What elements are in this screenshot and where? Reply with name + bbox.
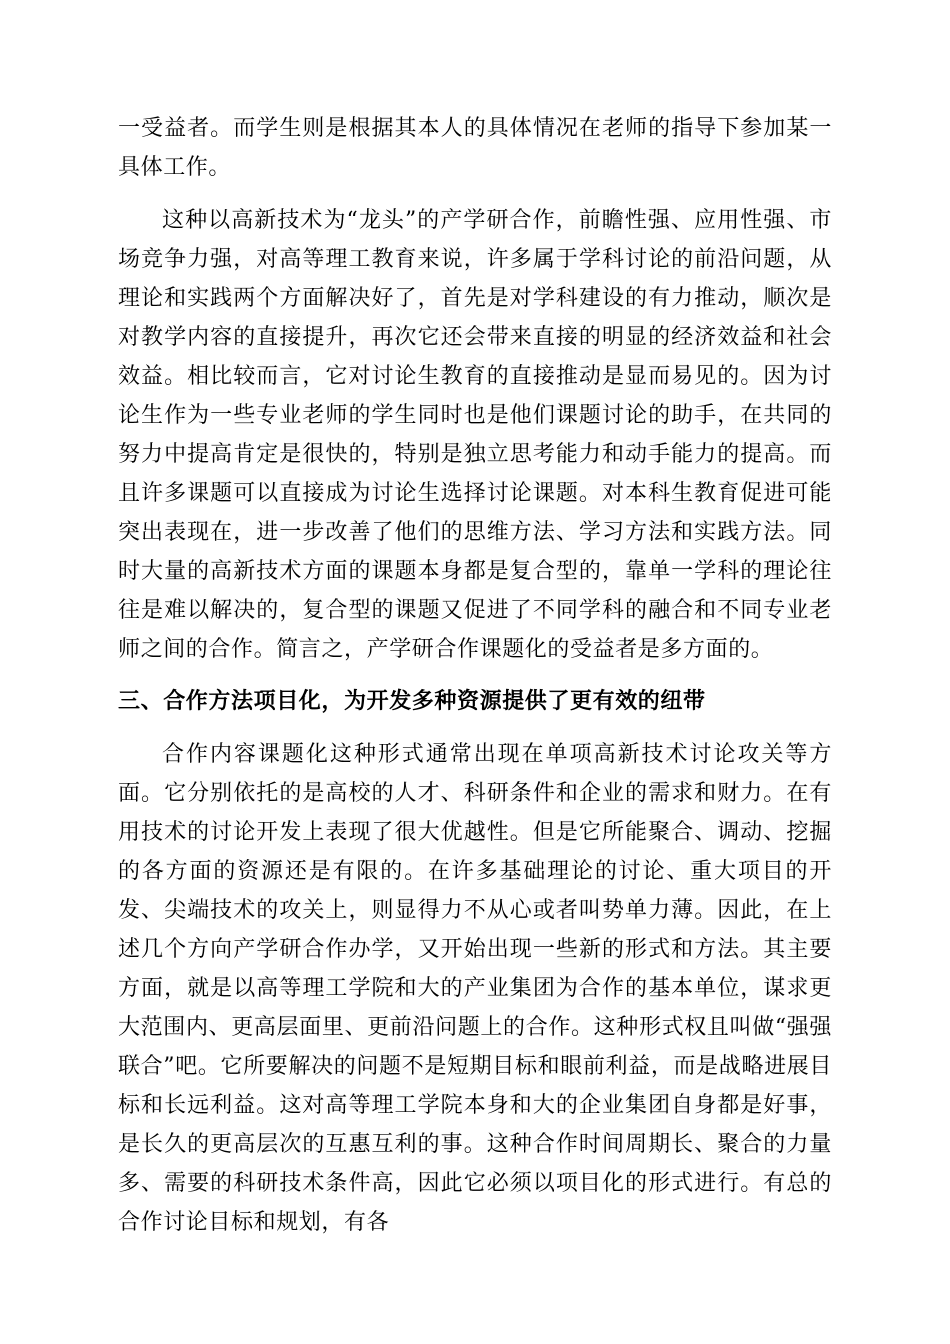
section-heading-three: 三、合作方法项目化，为开发多种资源提供了更有效的纽带: [118, 689, 706, 714]
paragraph-industry-research-cooperation: 这种以高新技术为“龙头”的产学研合作，前瞻性强、应用性强、市场竞争力强，对高等理工教育来说，许多属于学科讨论的前沿问题，从理论和实践两个方面解决好了，首先是对学科建设的有力推动，顺次是对教学内容的直接提升，再次它还会带来直接的明显的经济效益和社会效益。相比较而言，它对讨论生教育的直接推动是显而易见的。因为讨论生作为一些专业老师的学生同时也是他们课题讨论的助手，在共同的努力中提高肯定是很快的，特别是独立思考能力和动手能力的提高。而且许多课题可以直接成为讨论生选择讨论课题。对本科生教育促进可能突出表现在，进一步改善了他们的思维方法、学习方法和实践方法。同时大量的高新技术方面的课题本身都是复合型的，靠单一学科的理论往往是难以解决的，复合型的课题又促进了不同学科的融合和不同专业老师之间的合作。简言之，产学研合作课题化的受益者是多方面的。: [118, 208, 832, 662]
document-body: [118, 109, 832, 1242]
paragraph-continued: 一受益者。而学生则是根据其本人的具体情况在老师的指导下参加某一具体工作。: [118, 116, 832, 180]
paragraph-project-cooperation: 合作内容课题化这种形式通常出现在单项高新技术讨论攻关等方面。它分别依托的是高校的人才、科研条件和企业的需求和财力。在有用技术的讨论开发上表现了很大优越性。但是它所能聚合、调动、挖掘的各方面的资源还是有限的。在许多基础理论的讨论、重大项目的开发、尖端技术的攻关上，则显得力不从心或者叫势单力薄。因此，在上述几个方向产学研合作办学，又开始出现一些新的形式和方法。其主要方面，就是以高等理工学院和大的产业集团为合作的基本单位，谋求更大范围内、更高层面里、更前沿问题上的合作。这种形式权且叫做“强强联合”吧。它所要解决的问题不是短期目标和眼前利益，而是战略进展目标和长远利益。这对高等理工学院本身和大的企业集团自身都是好事，是长久的更高层次的互惠互利的事。这种合作时间周期长、聚合的力量多、需要的科研技术条件高，因此它必须以项目化的形式进行。有总的合作讨论目标和规划，有各: [118, 742, 832, 1235]
